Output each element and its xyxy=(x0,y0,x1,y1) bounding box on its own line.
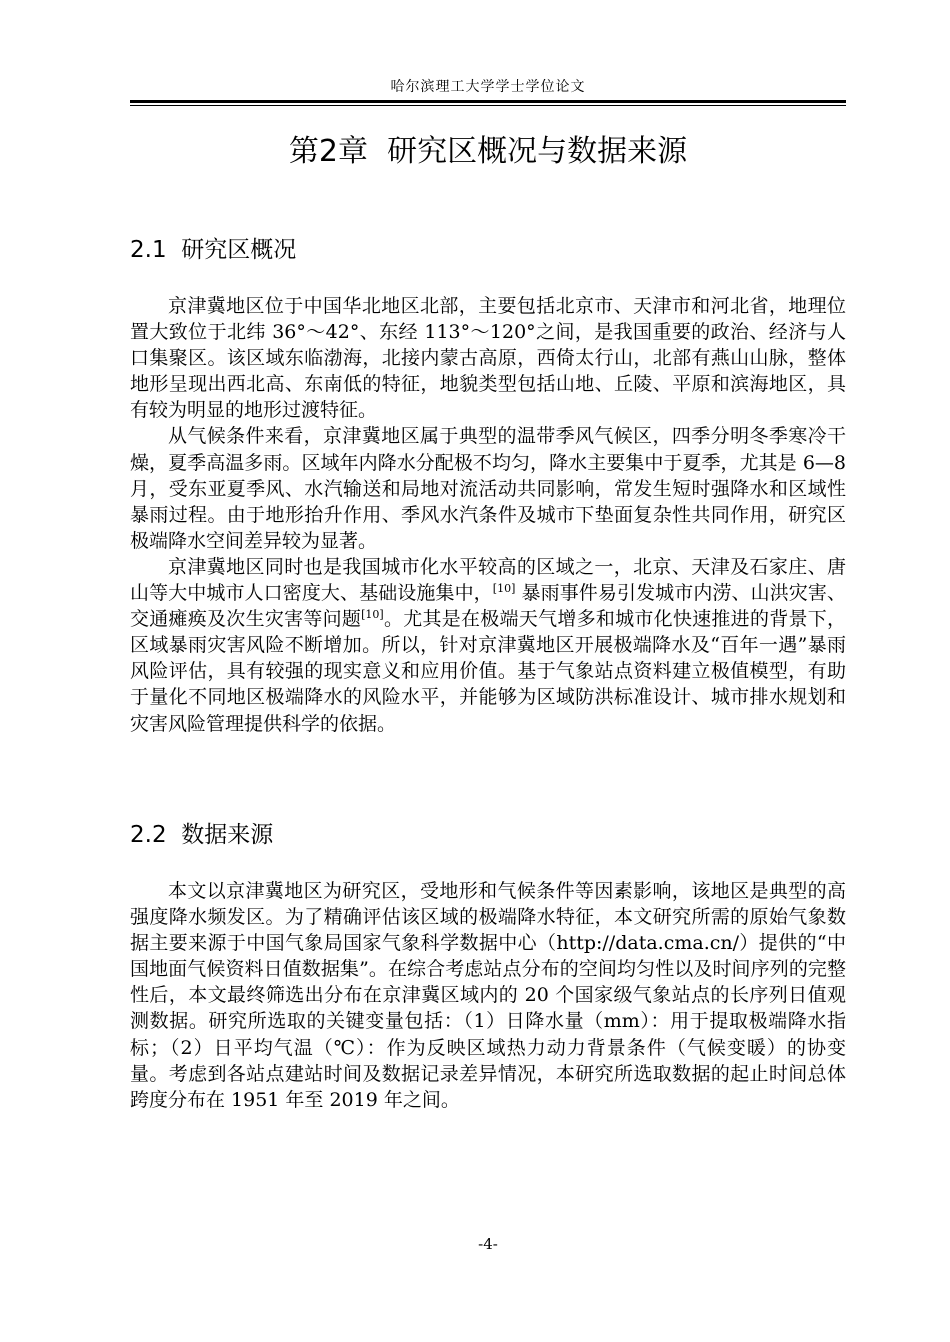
citation-marker: [10] xyxy=(492,582,516,596)
running-header: 哈尔滨理工大学学士学位论文 xyxy=(390,79,586,95)
section-2-1-body xyxy=(130,293,846,737)
paragraph: 从气候条件来看，京津冀地区属于典型的温带季风气候区，四季分明冬季寒冷干燥，夏季高温多雨。区域年内降水分配极不均匀，降水主要集中于夏季，尤其是 6—8 月，受东亚夏季风、水汽输送和局地对流活动共同影响，常发生短时强降水和区域性暴雨过程。由于地形抬升作用、季风水汽条件及城市下垫面复杂性共同作用，研究区极端降水空间差异较为显著。 xyxy=(130,425,846,552)
paragraph-text: 暴雨事件易引发城市内涝、山洪灾害、交通瘫痪及次生灾害等问题 xyxy=(130,582,846,631)
chapter-title: 第2章 研究区概况与数据来源 xyxy=(288,134,688,169)
section-heading-2-1: 2.1 研究区概况 xyxy=(130,237,297,263)
paragraph: 京津冀地区位于中国华北地区北部，主要包括北京市、天津市和河北省，地理位置大致位于北纬 36°～42°、东经 113°～120°之间，是我国重要的政治、经济与人口集聚区。该区域东临渤海，北接内蒙古高原，西倚太行山，北部有燕山山脉，整体地形呈现出西北高、东南低的特征，地貌类型包括山地、丘陵、平原和滨海地区，具有较为明显的地形过渡特征。 xyxy=(130,295,846,422)
citation-marker: [10] xyxy=(361,608,384,622)
header-rule-thick xyxy=(130,100,846,103)
section-heading-2-2: 2.2 数据来源 xyxy=(130,822,274,848)
section-2-2-body xyxy=(130,878,846,1113)
page-number: -4- xyxy=(478,1235,498,1253)
paragraph xyxy=(130,554,846,737)
paragraph: 本文以京津冀地区为研究区，受地形和气候条件等因素影响，该地区是典型的高强度降水频发区。为了精确评估该区域的极端降水特征，本文研究所需的原始气象数据主要来源于中国气象局国家气象科学数据中心（http://data.cma.cn/）提供的“中国地面气候资料日值数据集”。在综合考虑站点分布的空间均匀性以及时间序列的完整性后，本文最终筛选出分布在京津冀区域内的 20 个国家级气象站点的长序列日值观测数据。研究所选取的关键变量包括：（1）日降水量（mm）：用于提取极端降水指标；（2）日平均气温（℃）：作为反映区域热力动力背景条件（气候变暖）的协变量。考虑到各站点建站时间及数据记录差异情况，本研究所选取数据的起止时间总体跨度分布在 1951 年至 2019 年之间。 xyxy=(130,880,846,1111)
paragraph-text: 京津冀地区同时也是我国城市化水平较高的区域之一，北京、天津及石家庄、唐山等大中城市人口密度大、基础设施集中， xyxy=(130,555,846,605)
header-rule-thin xyxy=(130,105,846,106)
paragraph-text: 。尤其是在极端天气增多和城市化快速推进的背景下，区域暴雨灾害风险不断增加。所以，针对京津冀地区开展极端降水及“百年一遇”暴雨风险评估，具有较强的现实意义和应用价值。基于气象站点资料建立极值模型，有助于量化不同地区极端降水的风险水平，并能够为区域防洪标准设计、城市排水规划和灾害风险管理提供科学的依据。 xyxy=(130,608,846,735)
